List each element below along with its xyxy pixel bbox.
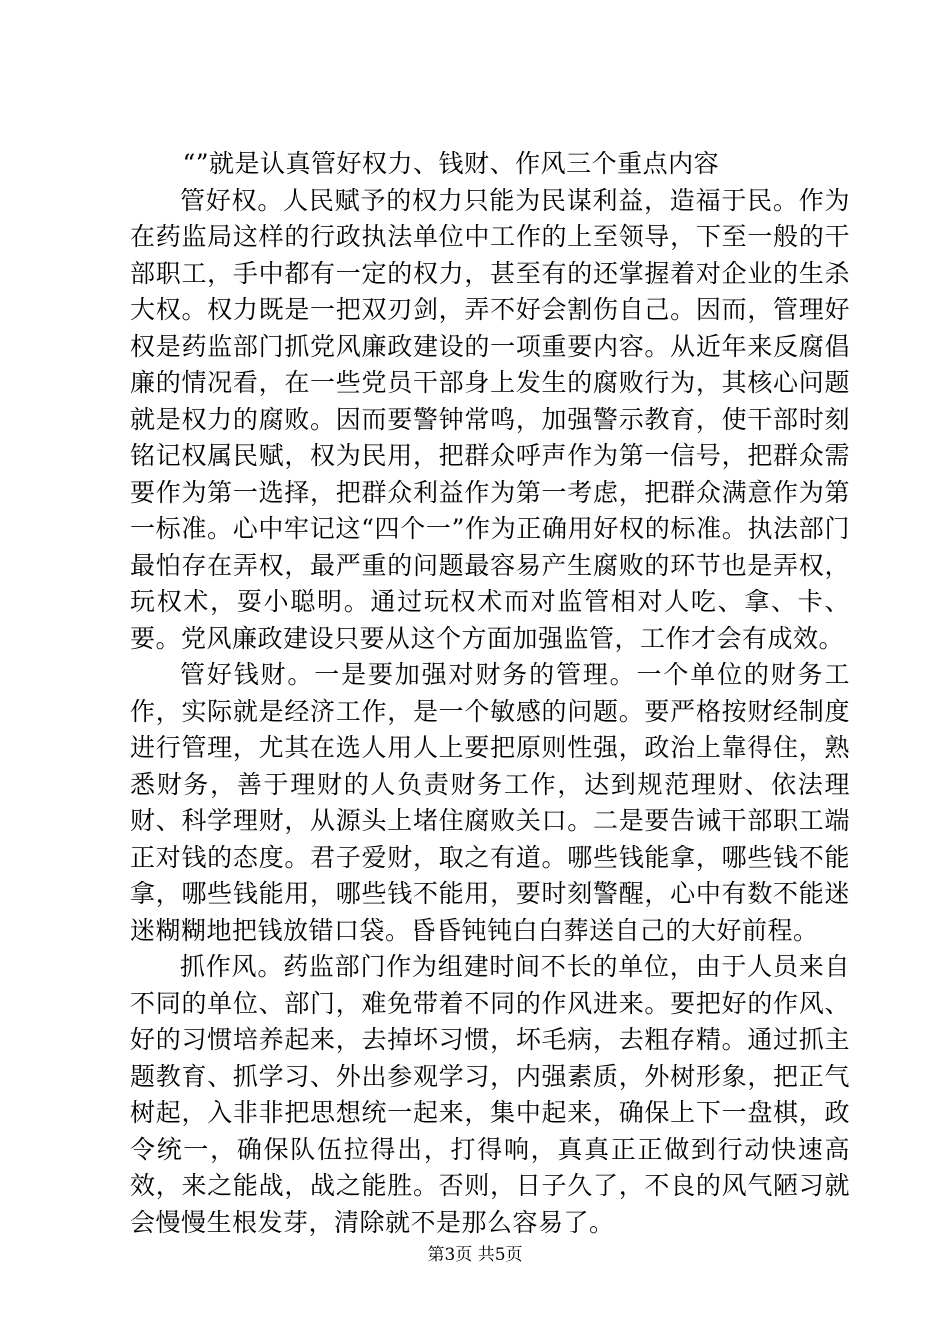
paragraph-finance: 管好钱财。一是要加强对财务的管理。一个单位的财务工作，实际就是经济工作，是一个敏感的问题。要严格按财经制度进行管理，尤其在选人用人上要把原则性强，政治上靠得住，熟悉财务，善于理财的人负责财务工作，达到规范理财、依法理财、科学理财，从源头上堵住腐败关口。二是要告诫干部职工端正对钱的态度。君子爱财，取之有道。哪些钱能拿，哪些钱不能拿，哪些钱能用，哪些钱不能用，要时刻警醒，心中有数不能迷迷糊糊地把钱放错口袋。昏昏钝钝白白葬送自己的大好前程。 <box>130 660 850 945</box>
page-number-footer: 第3页 共5页 <box>427 1245 523 1265</box>
paragraph-conduct: 抓作风。药监部门作为组建时间不长的单位，由于人员来自不同的单位、部门，难免带着不同的作风进来。要把好的作风、好的习惯培养起来，去掉坏习惯，坏毛病，去粗存精。通过抓主题教育、抓学习、外出参观学习，内强素质，外树形象，把正气树起，入非非把思想统一起来，集中起来，确保上下一盘棋，政令统一，确保队伍拉得出，打得响，真真正正做到行动快速高效，来之能战，战之能胜。否则，日子久了，不良的风气陋习就会慢慢生根发芽，清除就不是那么容易了。 <box>130 952 850 1237</box>
document-title: “”就是认真管好权力、钱财、作风三个重点内容 <box>182 149 720 178</box>
paragraph-power: 管好权。人民赋予的权力只能为民谋利益，造福于民。作为在药监局这样的行政执法单位中工作的上至领导，下至一般的干部职工，手中都有一定的权力，甚至有的还掌握着对企业的生杀大权。权力既是一把双刃剑，弄不好会割伤自己。因而，管理好权是药监部门抓党风廉政建设的一项重要内容。从近年来反腐倡廉的情况看，在一些党员干部身上发生的腐败行为，其核心问题就是权力的腐败。因而要警钟常鸣，加强警示教育，使干部时刻铭记权属民赋，权为民用，把群众呼声作为第一信号，把群众需要作为第一选择，把群众利益作为第一考虑，把群众满意作为第一标准。心中牢记这“四个一”作为正确用好权的标准。执法部门最怕存在弄权，最严重的问题最容易产生腐败的环节也是弄权，玩权术，耍小聪明。通过玩权术而对监管相对人吃、拿、卡、要。党风廉政建设只要从这个方面加强监管，工作才会有成效。 <box>130 185 850 653</box>
document-body <box>130 146 850 1241</box>
